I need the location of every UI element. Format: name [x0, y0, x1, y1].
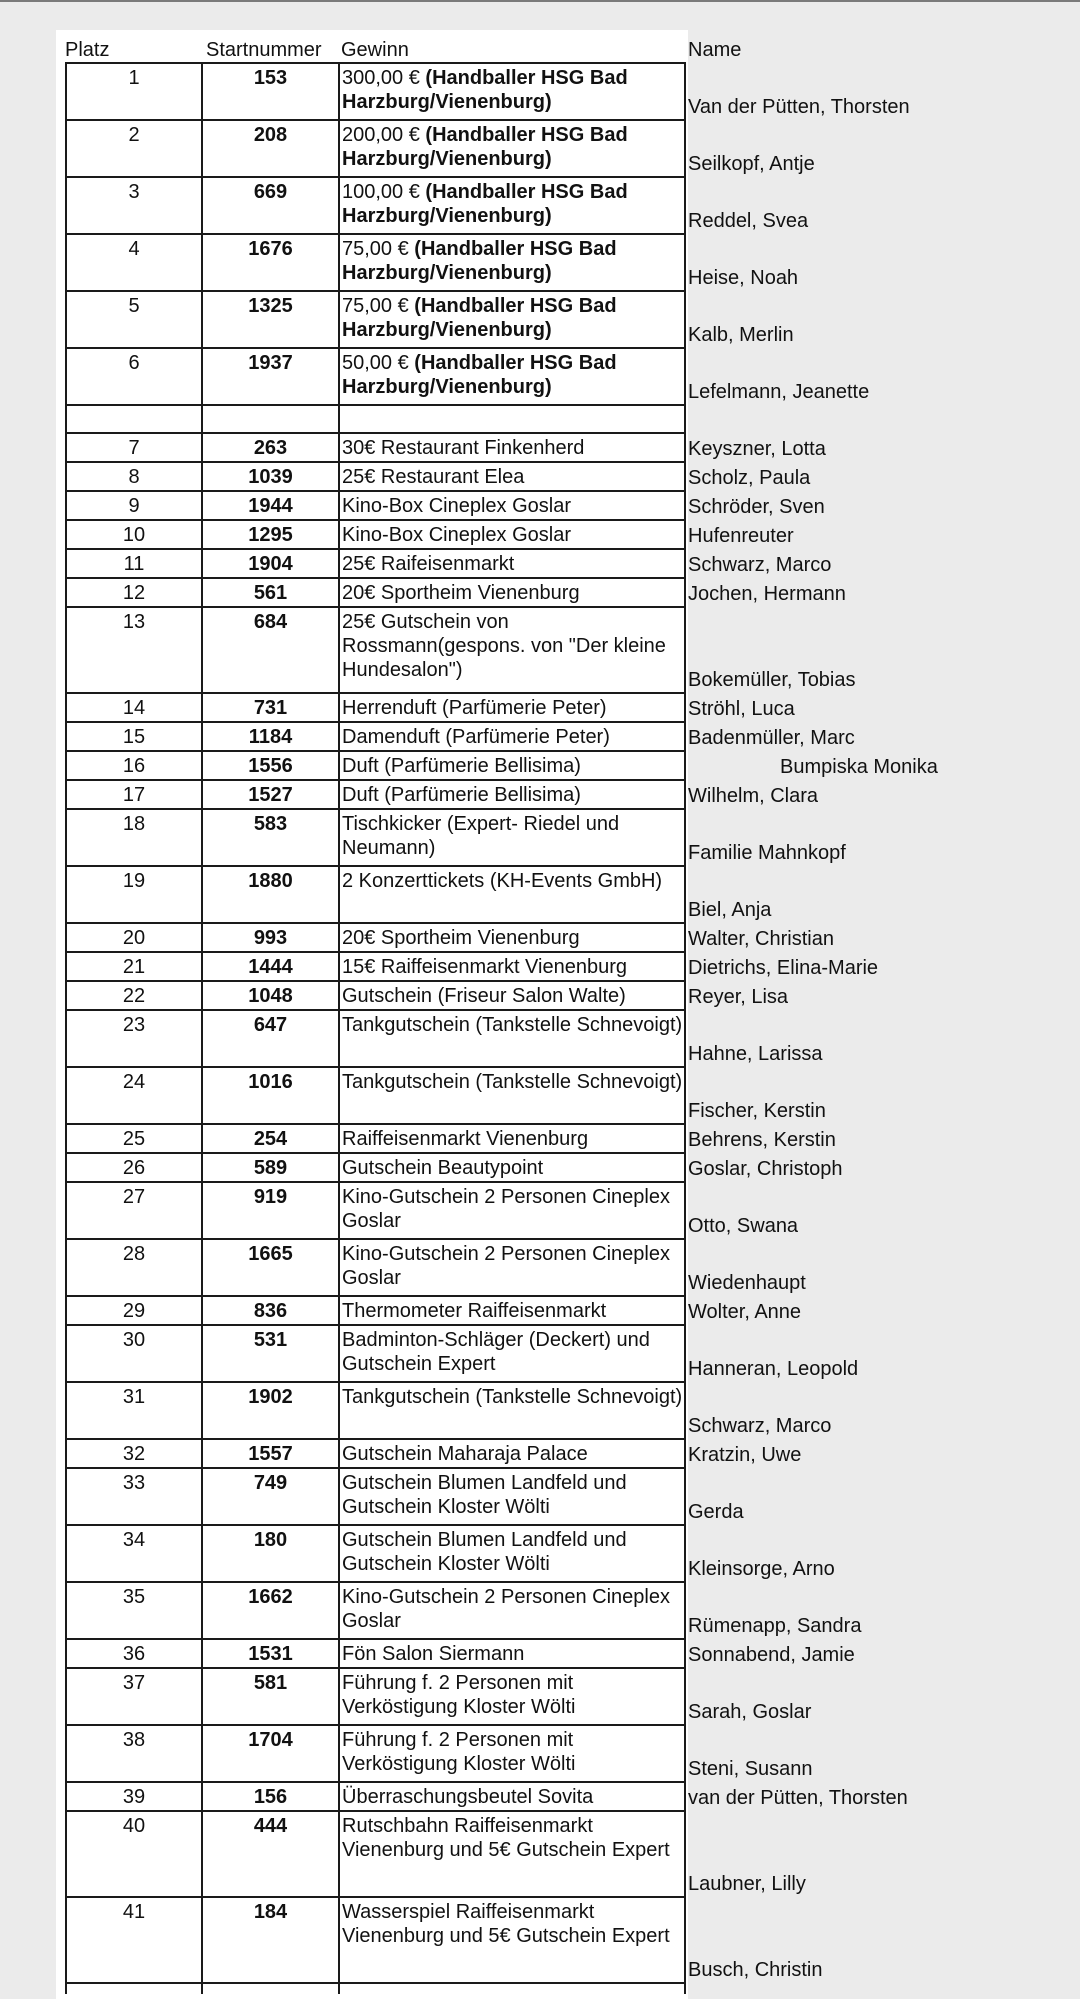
table-row — [65, 1982, 686, 1994]
prize-text: 300,00 € — [342, 67, 420, 89]
table-row — [65, 1123, 836, 1152]
gewinn-cell — [340, 608, 686, 692]
startnummer-cell: 263 — [203, 434, 340, 461]
platz-cell: 13 — [65, 608, 203, 692]
prize-text: Kino-Gutschein 2 Personen Cineplex Goslar — [342, 1586, 670, 1632]
winner-name: Sonnabend, Jamie — [688, 1644, 855, 1666]
table-row — [65, 951, 879, 980]
platz-cell: 7 — [65, 434, 203, 461]
table-row — [65, 1581, 862, 1638]
gewinn-cell — [340, 463, 686, 490]
startnummer-cell: 1557 — [203, 1440, 340, 1467]
startnummer-cell: 444 — [203, 1812, 340, 1896]
gewinn-cell — [340, 1669, 686, 1724]
startnummer-cell: 1902 — [203, 1383, 340, 1438]
table-row — [65, 1438, 802, 1467]
winner-name: Hahne, Larissa — [688, 1043, 823, 1065]
table-row — [65, 1009, 823, 1066]
gewinn-cell — [340, 810, 686, 865]
gewinn-cell — [340, 1383, 686, 1438]
startnummer-cell: 836 — [203, 1297, 340, 1324]
platz-cell: 4 — [65, 235, 203, 290]
startnummer-cell: 1325 — [203, 292, 340, 347]
prize-text: Rutschbahn Raiffeisenmarkt Vienenburg und 5€ Gutschein Expert — [342, 1815, 670, 1861]
prize-text: Duft (Parfümerie Bellisima) — [342, 755, 581, 777]
startnummer-cell: 1039 — [203, 463, 340, 490]
startnummer-cell: 1048 — [203, 982, 340, 1009]
startnummer-cell: 1665 — [203, 1240, 340, 1295]
empty-cell — [203, 1984, 340, 1994]
platz-cell: 37 — [65, 1669, 203, 1724]
prize-text: Führung f. 2 Personen mit Verköstigung Kloster Wölti — [342, 1729, 576, 1775]
prize-text: 75,00 € — [342, 295, 409, 317]
startnummer-cell: 669 — [203, 178, 340, 233]
prize-text: Überraschungsbeutel Sovita — [342, 1786, 594, 1808]
platz-cell: 25 — [65, 1125, 203, 1152]
gewinn-cell — [340, 1526, 686, 1581]
prize-text: Tischkicker (Expert- Riedel und Neumann) — [342, 813, 620, 859]
platz-cell: 10 — [65, 521, 203, 548]
winner-name: Schwarz, Marco — [688, 554, 832, 576]
startnummer-cell: 1937 — [203, 349, 340, 404]
table-row — [65, 490, 825, 519]
startnummer-cell: 184 — [203, 1898, 340, 1982]
winner-name: Jochen, Hermann — [688, 583, 846, 605]
gewinn-cell — [340, 781, 686, 808]
gewinn-cell — [340, 579, 686, 606]
table-row — [65, 233, 799, 290]
platz-cell: 21 — [65, 953, 203, 980]
gewinn-cell — [340, 1240, 686, 1295]
prize-text: 25€ Raifeisenmarkt — [342, 553, 515, 575]
winner-name: Schwarz, Marco — [688, 1415, 832, 1437]
winner-name: Hanneran, Leopold — [688, 1358, 859, 1380]
prize-text: 75,00 € — [342, 238, 409, 260]
table-header — [65, 38, 965, 64]
table-row — [65, 1810, 806, 1896]
winner-name: Behrens, Kerstin — [688, 1129, 836, 1151]
table-row — [65, 980, 789, 1009]
winner-name: Gerda — [688, 1501, 744, 1523]
platz-cell: 24 — [65, 1068, 203, 1123]
winner-name: Seilkopf, Antje — [688, 153, 815, 175]
gewinn-cell — [340, 235, 686, 290]
winner-name: Heise, Noah — [688, 267, 799, 289]
prize-text: Gutschein Blumen Landfeld und Gutschein Kloster Wölti — [342, 1472, 627, 1518]
gewinn-cell — [340, 1583, 686, 1638]
gewinn-cell — [340, 867, 686, 922]
startnummer-cell: 581 — [203, 1669, 340, 1724]
platz-cell: 20 — [65, 924, 203, 951]
startnummer-cell: 561 — [203, 579, 340, 606]
winner-name: Hufenreuter — [688, 525, 794, 547]
startnummer-cell: 1662 — [203, 1583, 340, 1638]
platz-cell: 26 — [65, 1154, 203, 1181]
winner-name: Dietrichs, Elina-Marie — [688, 957, 879, 979]
gewinn-cell — [340, 292, 686, 347]
table-row — [65, 62, 910, 119]
winner-name: Kleinsorge, Arno — [688, 1558, 835, 1580]
gewinn-cell — [340, 924, 686, 951]
header-platz: Platz — [65, 39, 110, 61]
prize-text: Gutschein Blumen Landfeld und Gutschein Kloster Wölti — [342, 1529, 627, 1575]
table-row — [65, 808, 846, 865]
prize-text: 100,00 € — [342, 181, 420, 203]
table-row — [65, 1781, 908, 1810]
gewinn-cell — [340, 64, 686, 119]
gewinn-cell — [340, 349, 686, 404]
platz-cell: 1 — [65, 64, 203, 119]
prize-text: 50,00 € — [342, 352, 409, 374]
platz-cell: 28 — [65, 1240, 203, 1295]
results-table — [65, 62, 938, 1994]
prize-text: 20€ Sportheim Vienenburg — [342, 927, 580, 949]
platz-cell: 9 — [65, 492, 203, 519]
platz-cell: 3 — [65, 178, 203, 233]
winner-name: Reddel, Svea — [688, 210, 809, 232]
table-row — [65, 290, 794, 347]
gewinn-cell — [340, 406, 686, 432]
prize-text: Gutschein (Friseur Salon Walte) — [342, 985, 626, 1007]
table-row — [65, 1295, 802, 1324]
winner-name: Schröder, Sven — [688, 496, 825, 518]
winner-name: Wolter, Anne — [688, 1301, 802, 1323]
platz-cell: 31 — [65, 1383, 203, 1438]
winner-name: Ströhl, Luca — [688, 698, 795, 720]
prize-text: Badminton-Schläger (Deckert) und Gutschein Expert — [342, 1329, 650, 1375]
platz-cell: 6 — [65, 349, 203, 404]
startnummer-cell: 1295 — [203, 521, 340, 548]
winner-name: Kratzin, Uwe — [688, 1444, 802, 1466]
header-startnummer: Startnummer — [206, 39, 322, 61]
platz-cell: 29 — [65, 1297, 203, 1324]
startnummer-cell: 1016 — [203, 1068, 340, 1123]
prize-text: Kino-Box Cineplex Goslar — [342, 495, 571, 517]
empty-cell — [65, 1984, 203, 1994]
gewinn-cell — [340, 1783, 686, 1810]
platz-cell: 35 — [65, 1583, 203, 1638]
prize-text: 25€ Restaurant Elea — [342, 466, 525, 488]
winner-name: Sarah, Goslar — [688, 1701, 812, 1723]
startnummer-cell: 1676 — [203, 235, 340, 290]
table-row — [65, 1524, 835, 1581]
prize-text: Herrenduft (Parfümerie Peter) — [342, 697, 607, 719]
platz-cell: 27 — [65, 1183, 203, 1238]
table-row — [65, 176, 809, 233]
platz-cell: 30 — [65, 1326, 203, 1381]
gewinn-cell — [340, 121, 686, 176]
winner-name: Wiedenhaupt — [688, 1272, 806, 1294]
startnummer-cell: 684 — [203, 608, 340, 692]
gewinn-cell — [340, 1011, 686, 1066]
prize-text: 25€ Gutschein von Rossmann(gespons. von "Der kleine Hundesalon") — [342, 611, 666, 681]
platz-cell: 11 — [65, 550, 203, 577]
prize-text: Kino-Gutschein 2 Personen Cineplex Goslar — [342, 1243, 670, 1289]
table-row — [65, 347, 870, 404]
empty-cell — [340, 1984, 686, 1994]
winner-name: Bokemüller, Tobias — [688, 669, 856, 691]
gewinn-cell — [340, 694, 686, 721]
platz-cell: 22 — [65, 982, 203, 1009]
winner-name: Wilhelm, Clara — [688, 785, 819, 807]
winner-name: van der Pütten, Thorsten — [688, 1787, 908, 1809]
platz-cell: 15 — [65, 723, 203, 750]
startnummer-cell: 1444 — [203, 953, 340, 980]
startnummer-cell: 993 — [203, 924, 340, 951]
gewinn-cell — [340, 178, 686, 233]
table-row — [65, 1152, 843, 1181]
table-row — [65, 577, 846, 606]
startnummer-cell — [203, 406, 340, 432]
table-row — [65, 1467, 744, 1524]
platz-cell: 39 — [65, 1783, 203, 1810]
prize-text: Fön Salon Siermann — [342, 1643, 525, 1665]
platz-cell: 34 — [65, 1526, 203, 1581]
gewinn-cell — [340, 434, 686, 461]
gewinn-cell — [340, 723, 686, 750]
gewinn-cell — [340, 1898, 686, 1982]
prize-sponsor-text: (Handballer HSG Bad Harzburg/Vienenburg) — [342, 67, 628, 113]
startnummer-cell: 1184 — [203, 723, 340, 750]
platz-cell: 8 — [65, 463, 203, 490]
winner-name: Kalb, Merlin — [688, 324, 794, 346]
gewinn-cell — [340, 1183, 686, 1238]
prize-text: 2 Konzerttickets (KH-Events GmbH) — [342, 870, 663, 892]
table-row — [65, 721, 855, 750]
table-row — [65, 1066, 826, 1123]
platz-cell: 12 — [65, 579, 203, 606]
top-border — [0, 0, 1080, 2]
winner-name: Rümenapp, Sandra — [688, 1615, 862, 1637]
prize-text: Kino-Box Cineplex Goslar — [342, 524, 571, 546]
header-gewinn: Gewinn — [341, 39, 409, 61]
startnummer-cell: 1704 — [203, 1726, 340, 1781]
table-row — [65, 1238, 806, 1295]
table-row — [65, 548, 832, 577]
prize-sponsor-text: (Handballer HSG Bad Harzburg/Vienenburg) — [342, 124, 628, 170]
prize-text: 20€ Sportheim Vienenburg — [342, 582, 580, 604]
table-row — [65, 922, 834, 951]
startnummer-cell: 180 — [203, 1526, 340, 1581]
gewinn-cell — [340, 982, 686, 1009]
platz-cell: 2 — [65, 121, 203, 176]
prize-text: Thermometer Raiffeisenmarkt — [342, 1300, 607, 1322]
table-row — [65, 461, 811, 490]
winner-name: Reyer, Lisa — [688, 986, 789, 1008]
winner-name: Otto, Swana — [688, 1215, 799, 1237]
startnummer-cell: 254 — [203, 1125, 340, 1152]
startnummer-cell: 1904 — [203, 550, 340, 577]
table-row — [65, 1638, 855, 1667]
table-row — [65, 750, 938, 779]
winner-name: Keyszner, Lotta — [688, 438, 826, 460]
startnummer-cell: 1944 — [203, 492, 340, 519]
startnummer-cell: 1556 — [203, 752, 340, 779]
winner-name: Bumpiska Monika — [780, 756, 938, 778]
prize-text: 15€ Raiffeisenmarkt Vienenburg — [342, 956, 627, 978]
table-row — [65, 1896, 823, 1982]
platz-cell: 19 — [65, 867, 203, 922]
gewinn-cell — [340, 1068, 686, 1123]
gewinn-cell — [340, 1297, 686, 1324]
startnummer-cell: 1880 — [203, 867, 340, 922]
gewinn-cell — [340, 1326, 686, 1381]
table-row — [65, 779, 819, 808]
table-row — [65, 519, 794, 548]
startnummer-cell: 208 — [203, 121, 340, 176]
header-name: Name — [688, 39, 742, 61]
winner-name: Fischer, Kerstin — [688, 1100, 826, 1122]
table-row — [65, 1724, 813, 1781]
prize-sponsor-text: (Handballer HSG Bad Harzburg/Vienenburg) — [342, 352, 617, 398]
platz-cell: 16 — [65, 752, 203, 779]
platz-cell: 18 — [65, 810, 203, 865]
winner-name: Familie Mahnkopf — [688, 842, 846, 864]
platz-cell: 14 — [65, 694, 203, 721]
gewinn-cell — [340, 1640, 686, 1667]
platz-cell: 17 — [65, 781, 203, 808]
prize-text: Tankgutschein (Tankstelle Schnevoigt) — [342, 1386, 683, 1408]
startnummer-cell: 156 — [203, 1783, 340, 1810]
gewinn-cell — [340, 1440, 686, 1467]
prize-text: Raiffeisenmarkt Vienenburg — [342, 1128, 589, 1150]
prize-text: Gutschein Maharaja Palace — [342, 1443, 588, 1465]
prize-text: Tankgutschein (Tankstelle Schnevoigt) — [342, 1014, 683, 1036]
startnummer-cell: 731 — [203, 694, 340, 721]
prize-text: 200,00 € — [342, 124, 420, 146]
table-row — [65, 119, 815, 176]
prize-text: Damenduft (Parfümerie Peter) — [342, 726, 610, 748]
table-row — [65, 1324, 859, 1381]
platz-cell: 40 — [65, 1812, 203, 1896]
winner-name: Biel, Anja — [688, 899, 772, 921]
table-row — [65, 432, 826, 461]
table-row — [65, 865, 772, 922]
winner-name: Goslar, Christoph — [688, 1158, 843, 1180]
startnummer-cell: 919 — [203, 1183, 340, 1238]
prize-text: Führung f. 2 Personen mit Verköstigung Kloster Wölti — [342, 1672, 576, 1718]
gewinn-cell — [340, 1469, 686, 1524]
gewinn-cell — [340, 953, 686, 980]
prize-sponsor-text: (Handballer HSG Bad Harzburg/Vienenburg) — [342, 295, 617, 341]
platz-cell: 36 — [65, 1640, 203, 1667]
prize-text: Gutschein Beautypoint — [342, 1157, 544, 1179]
winner-name: Laubner, Lilly — [688, 1873, 806, 1895]
table-row — [65, 606, 856, 692]
platz-cell: 41 — [65, 1898, 203, 1982]
gewinn-cell — [340, 550, 686, 577]
platz-cell — [65, 406, 203, 432]
gewinn-cell — [340, 521, 686, 548]
startnummer-cell: 1531 — [203, 1640, 340, 1667]
gewinn-cell — [340, 752, 686, 779]
gewinn-cell — [340, 1125, 686, 1152]
winner-name: Van der Pütten, Thorsten — [688, 96, 910, 118]
prize-sponsor-text: (Handballer HSG Bad Harzburg/Vienenburg) — [342, 181, 628, 227]
startnummer-cell: 583 — [203, 810, 340, 865]
gewinn-cell — [340, 1726, 686, 1781]
platz-cell: 33 — [65, 1469, 203, 1524]
prize-text: Kino-Gutschein 2 Personen Cineplex Goslar — [342, 1186, 670, 1232]
startnummer-cell: 749 — [203, 1469, 340, 1524]
table-row — [65, 404, 686, 432]
gewinn-cell — [340, 492, 686, 519]
prize-text: 30€ Restaurant Finkenherd — [342, 437, 585, 459]
startnummer-cell: 647 — [203, 1011, 340, 1066]
winner-name: Steni, Susann — [688, 1758, 813, 1780]
table-row — [65, 1381, 832, 1438]
prize-text: Duft (Parfümerie Bellisima) — [342, 784, 581, 806]
table-row — [65, 1667, 812, 1724]
winner-name: Scholz, Paula — [688, 467, 811, 489]
winner-name: Busch, Christin — [688, 1959, 823, 1981]
platz-cell: 23 — [65, 1011, 203, 1066]
prize-text: Wasserspiel Raiffeisenmarkt Vienenburg und 5€ Gutschein Expert — [342, 1901, 670, 1947]
winner-name: Walter, Christian — [688, 928, 834, 950]
winner-name: Lefelmann, Jeanette — [688, 381, 870, 403]
startnummer-cell: 1527 — [203, 781, 340, 808]
table-row — [65, 692, 795, 721]
table-row — [65, 1181, 799, 1238]
winner-name: Badenmüller, Marc — [688, 727, 855, 749]
startnummer-cell: 153 — [203, 64, 340, 119]
startnummer-cell: 589 — [203, 1154, 340, 1181]
gewinn-cell — [340, 1154, 686, 1181]
startnummer-cell: 531 — [203, 1326, 340, 1381]
prize-sponsor-text: (Handballer HSG Bad Harzburg/Vienenburg) — [342, 238, 617, 284]
prize-text: Tankgutschein (Tankstelle Schnevoigt) — [342, 1071, 683, 1093]
platz-cell: 32 — [65, 1440, 203, 1467]
gewinn-cell — [340, 1812, 686, 1896]
platz-cell: 5 — [65, 292, 203, 347]
platz-cell: 38 — [65, 1726, 203, 1781]
